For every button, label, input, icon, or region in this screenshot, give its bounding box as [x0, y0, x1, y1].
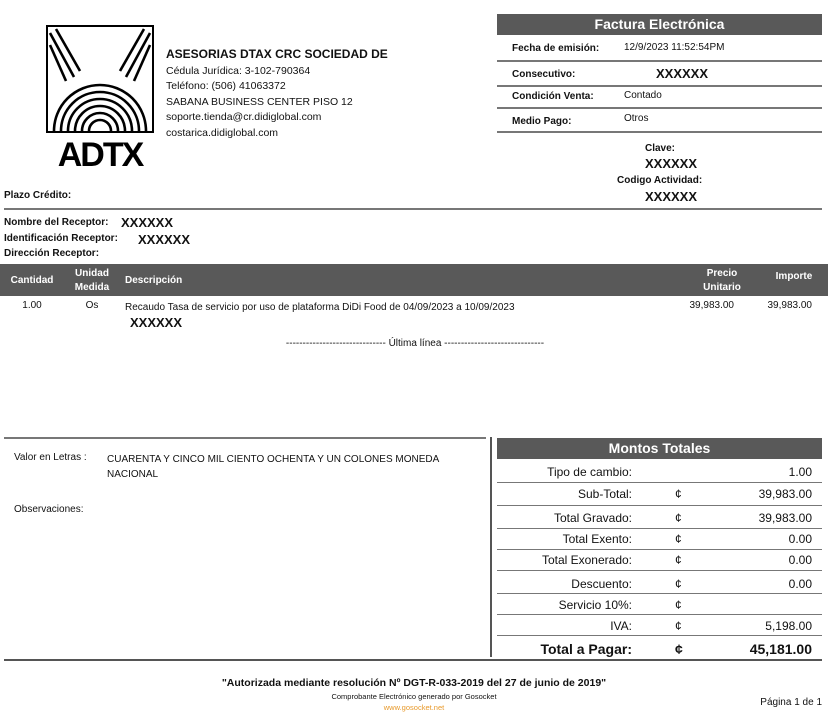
- divider: [497, 85, 822, 87]
- ultima-linea: ------------------------------ Última línea ------------------------------: [285, 338, 545, 349]
- divider: [497, 635, 822, 636]
- total-row: [497, 507, 822, 528]
- total-value: 1.00: [788, 465, 812, 479]
- medio-pago-value: Otros: [624, 113, 649, 124]
- total-row: [497, 615, 822, 636]
- total-label: Sub-Total:: [577, 487, 632, 501]
- col-descripcion: Descripción: [125, 275, 183, 286]
- receptor-nombre-label: Nombre del Receptor:: [4, 217, 109, 228]
- total-label: Total Exento:: [562, 532, 632, 546]
- clave-label: Clave:: [645, 143, 676, 154]
- row-importe: 39,983.00: [767, 300, 812, 311]
- row-descripcion-extra: XXXXXX: [130, 315, 183, 330]
- total-row: [497, 594, 822, 615]
- total-row: [497, 549, 822, 570]
- consecutivo-label: Consecutivo:: [512, 69, 576, 80]
- footer-web-link[interactable]: www.gosocket.net: [383, 703, 445, 712]
- divider: [497, 131, 822, 133]
- company-info: [166, 47, 388, 141]
- items-table-header: [0, 264, 828, 296]
- currency-symbol: ¢: [675, 598, 682, 612]
- letras-value: CUARENTA Y CINCO MIL CIENTO OCHENTA Y UN COLONES MONEDA NACIONAL: [107, 454, 439, 480]
- total-label: Total Exonerado:: [541, 553, 632, 567]
- invoice-title: Factura Electrónica: [497, 14, 822, 35]
- bottom-divider: [4, 659, 822, 661]
- medio-pago-label: Medio Pago:: [512, 116, 572, 127]
- total-value: 0.00: [788, 553, 812, 567]
- currency-symbol: ¢: [675, 487, 682, 501]
- letras-label: Valor en Letras :: [14, 452, 87, 463]
- currency-symbol: ¢: [675, 532, 682, 546]
- row-precio: 39,983.00: [689, 300, 734, 311]
- total-value: 0.00: [788, 532, 812, 546]
- actividad-label: Codigo Actividad:: [617, 175, 703, 186]
- col-precio-2: Unitario: [703, 282, 741, 293]
- col-unidad-2: Medida: [74, 282, 110, 293]
- currency-symbol: ¢: [675, 641, 683, 657]
- receptor-direccion-label: Dirección Receptor:: [4, 248, 100, 259]
- total-value: 0.00: [788, 577, 812, 591]
- total-label: Descuento:: [571, 577, 632, 591]
- actividad-value: XXXXXX: [645, 189, 698, 204]
- divider: [497, 505, 822, 506]
- total-value: 5,198.00: [765, 619, 812, 633]
- page-number: Página 1 de 1: [760, 697, 822, 708]
- vertical-divider: [490, 437, 492, 657]
- clave-value: XXXXXX: [645, 156, 698, 171]
- row-cantidad: 1.00: [22, 300, 42, 311]
- condicion-value: Contado: [624, 90, 662, 101]
- divider: [497, 570, 822, 571]
- col-importe: Importe: [775, 271, 813, 282]
- company-logo: [46, 25, 154, 169]
- company-cedula: Cédula Jurídica: 3-102-790364: [166, 64, 311, 77]
- col-cantidad: Cantidad: [10, 275, 54, 286]
- total-row: [497, 483, 822, 504]
- row-descripcion: Recaudo Tasa de servicio por uso de plataforma DiDi Food de 04/09/2023 a 10/09/2023: [125, 302, 515, 313]
- total-value: 39,983.00: [758, 487, 812, 501]
- total-pagar-value: 45,181.00: [749, 641, 812, 657]
- receptor-id-label: Identificación Receptor:: [4, 233, 118, 244]
- observaciones-label: Observaciones:: [14, 504, 84, 515]
- logo-text: ADTX: [57, 136, 143, 169]
- currency-symbol: ¢: [675, 511, 682, 525]
- fecha-label: Fecha de emisión:: [512, 43, 600, 54]
- total-pagar-row: [497, 637, 822, 658]
- divider: [4, 208, 822, 210]
- company-web: costarica.didiglobal.com: [166, 126, 279, 139]
- currency-symbol: ¢: [675, 619, 682, 633]
- fecha-value: 12/9/2023 11:52:54PM: [624, 42, 725, 53]
- total-label: IVA:: [610, 619, 632, 633]
- consecutivo-value: XXXXXX: [656, 66, 709, 81]
- total-label: Tipo de cambio:: [547, 465, 632, 479]
- divider: [497, 107, 822, 109]
- footer-resolucion: "Autorizada mediante resolución Nº DGT-R-033-2019 del 27 de junio de 2019": [221, 677, 607, 689]
- currency-symbol: ¢: [675, 577, 682, 591]
- col-unidad-1: Unidad: [75, 268, 109, 279]
- total-value: 39,983.00: [758, 511, 812, 525]
- totales-title: Montos Totales: [497, 438, 822, 459]
- receptor-id-value: XXXXXX: [138, 232, 191, 247]
- condicion-label: Condición Venta:: [512, 91, 594, 102]
- divider: [4, 437, 486, 439]
- company-email: soporte.tienda@cr.didiglobal.com: [166, 111, 322, 123]
- col-precio-1: Precio: [706, 268, 738, 279]
- company-address: SABANA BUSINESS CENTER PISO 12: [166, 95, 353, 108]
- currency-symbol: ¢: [675, 553, 682, 567]
- row-unidad: Os: [85, 300, 99, 311]
- company-phone: Teléfono: (506) 41063372: [166, 80, 286, 92]
- total-label: Servicio 10%:: [558, 598, 632, 612]
- total-row: [497, 461, 822, 482]
- total-pagar-label: Total a Pagar:: [540, 641, 632, 657]
- total-row: [497, 528, 822, 549]
- footer-generado: Comprobante Electrónico generado por Gosocket: [331, 692, 497, 701]
- total-label: Total Gravado:: [553, 511, 632, 525]
- plazo-credito-label: Plazo Crédito:: [4, 190, 72, 201]
- divider: [497, 60, 822, 62]
- receptor-nombre-value: XXXXXX: [121, 215, 174, 230]
- company-name: ASESORIAS DTAX CRC SOCIEDAD DE: [166, 47, 388, 61]
- total-row: [497, 573, 822, 594]
